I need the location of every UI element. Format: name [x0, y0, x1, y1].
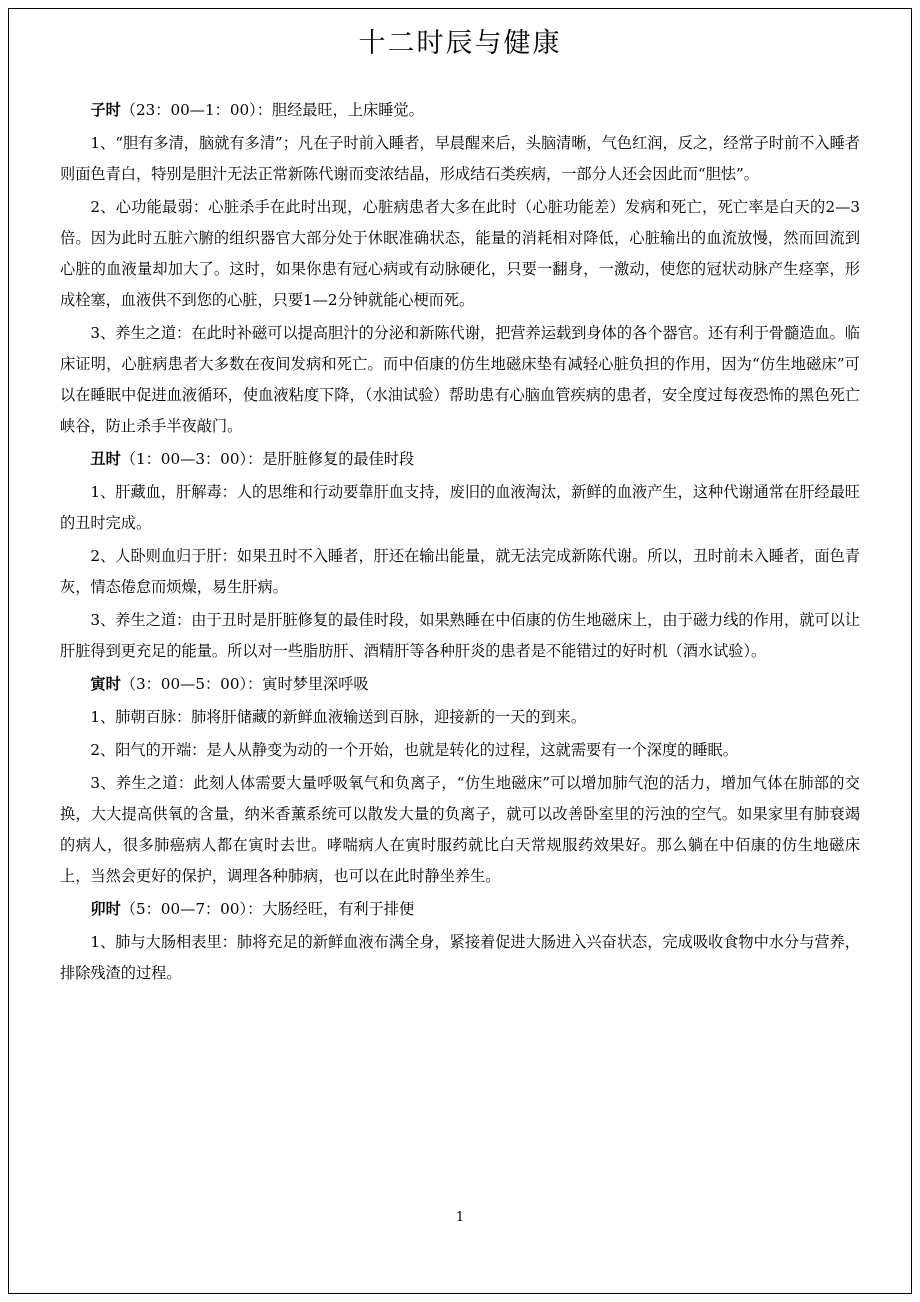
- paragraph-text: 2、阳气的开端：是人从静变为动的一个开始，也就是转化的过程，这就需要有一个深度的睡眠。: [90, 741, 738, 760]
- page-number: 1: [455, 1210, 465, 1225]
- paragraph-text: 3、养生之道：此刻人体需要大量呼吸氧气和负离子，“仿生地磁床”可以增加肺气泡的活力，增加气体在肺部的交换，大大提高供氧的含量，纳米香薰系统可以散发大量的负离子，就可以改善卧室里的污浊的空气。如果家里有肺衰竭的病人，很多肺癌病人都在寅时去世。哮喘病人在寅时服药就比白天常规服药效果好。那么躺在中佰康的仿生地磁床上，当然会更好的保护，调理各种肺病，也可以在此时静坐养生。: [60, 774, 860, 886]
- document-body: [60, 26, 860, 991]
- paragraph: [60, 669, 860, 700]
- paragraph-text: （23：00—1：00）：胆经最旺，上床睡觉。: [120, 101, 424, 120]
- paragraph-lead: 子时: [90, 101, 121, 120]
- paragraph-text: （3：00—5：00）：寅时梦里深呼吸: [120, 675, 369, 694]
- paragraph-lead: 寅时: [90, 675, 121, 694]
- paragraph-text: 1、肝藏血，肝解毒：人的思维和行动要靠肝血支持，废旧的血液淘汰，新鲜的血液产生，这种代谢通常在肝经最旺的丑时完成。: [60, 483, 860, 533]
- paragraph-text: 1、肺朝百脉：肺将肝储藏的新鲜血液输送到百脉，迎接新的一天的到来。: [90, 708, 587, 727]
- paragraph-text: （1：00—3：00）：是肝脏修复的最佳时段: [120, 450, 415, 469]
- paragraph: [60, 95, 860, 126]
- paragraph: [60, 318, 860, 442]
- paragraph: [60, 605, 860, 667]
- paragraph: [60, 702, 860, 733]
- paragraph-text: 1、肺与大肠相表里：肺将充足的新鲜血液布满全身，紧接着促进大肠进入兴奋状态，完成吸收食物中水分与营养，排除残渣的过程。: [60, 933, 860, 983]
- paragraph: [60, 894, 860, 925]
- paragraph: [60, 477, 860, 539]
- paragraph: [60, 128, 860, 190]
- paragraph: [60, 927, 860, 989]
- paragraph: [60, 541, 860, 603]
- paragraph-text: 3、养生之道：由于丑时是肝脏修复的最佳时段，如果熟睡在中佰康的仿生地磁床上，由于磁力线的作用，就可以让肝脏得到更充足的能量。所以对一些脂肪肝、酒精肝等各种肝炎的患者是不能错过的好时机（酒水试验）。: [60, 611, 860, 661]
- paragraph-text: 3、养生之道：在此时补磁可以提高胆汁的分泌和新陈代谢，把营养运载到身体的各个器官。还有利于骨髓造血。临床证明，心脏病患者大多数在夜间发病和死亡。而中佰康的仿生地磁床垫有减轻心脏负担的作用，因为“仿生地磁床”可以在睡眠中促进血液循环，使血液粘度下降，（水油试验）帮助患有心脑血管疾病的患者，安全度过每夜恐怖的黑色死亡峡谷，防止杀手半夜敲门。: [60, 324, 860, 436]
- paragraph-lead: 丑时: [90, 450, 121, 469]
- paragraph: [60, 768, 860, 892]
- paragraph: [60, 192, 860, 316]
- paragraph-text: 2、心功能最弱：心脏杀手在此时出现，心脏病患者大多在此时（心脏功能差）发病和死亡，死亡率是白天的2—3倍。因为此时五脏六腑的组织器官大部分处于休眠准确状态，能量的消耗相对降低，心脏输出的血流放慢，然而回流到心脏的血液量却加大了。这时，如果你患有冠心病或有动脉硬化，只要一翻身，一激动，使您的冠状动脉产生痉挛，形成栓塞，血液供不到您的心脏，只要1—2分钟就能心梗而死。: [60, 198, 860, 310]
- paragraph-text: 1、“胆有多清，脑就有多清”；凡在子时前入睡者，早晨醒来后，头脑清晰，气色红润，反之，经常子时前不入睡者则面色青白，特别是胆汁无法正常新陈代谢而变浓结晶，形成结石类疾病，一部分人还会因此而“胆怯”。: [60, 134, 860, 184]
- paragraph-lead: 卯时: [90, 900, 121, 919]
- paragraph-text: 2、人卧则血归于肝：如果丑时不入睡者，肝还在输出能量，就无法完成新陈代谢。所以，丑时前未入睡者，面色青灰，情态倦怠而烦燥，易生肝病。: [60, 547, 860, 597]
- paragraph: [60, 735, 860, 766]
- paragraph: [60, 444, 860, 475]
- page-title: 十二时辰与健康: [358, 28, 562, 59]
- paragraph-text: （5：00—7：00）：大肠经旺，有利于排便: [120, 900, 415, 919]
